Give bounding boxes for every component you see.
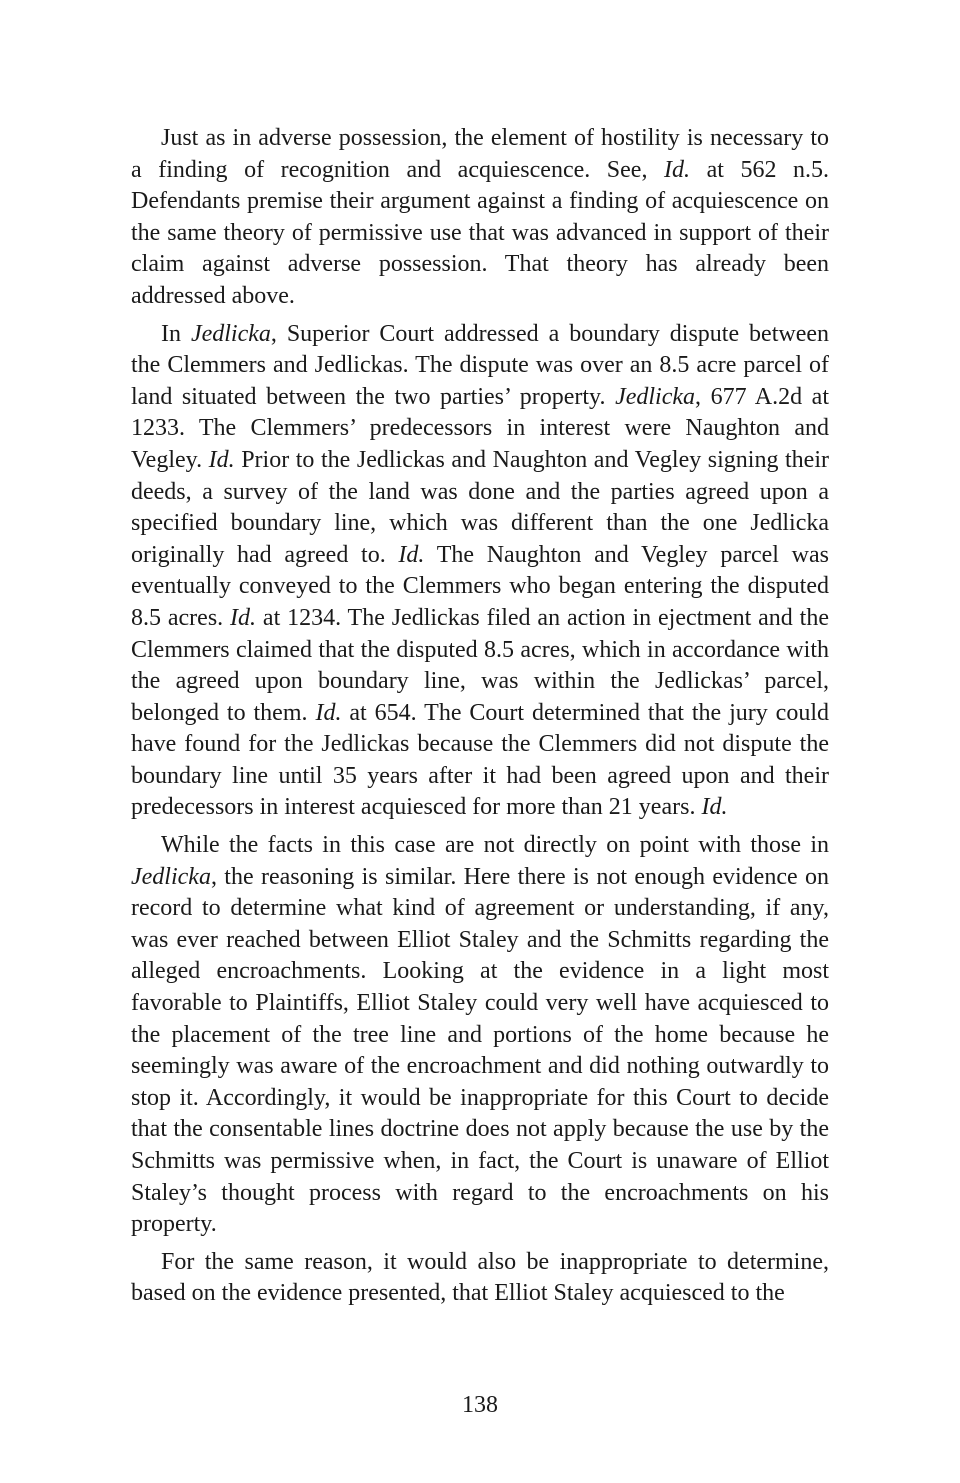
text-run: , 677 A.2d at 1233. The Clemmers’ predecessors in interest were Naughton and Vegley.	[131, 383, 830, 473]
text-run: Prior to the Jedlickas and Naughton and Vegley signing their deeds, a survey of the land was done and the parties agreed upon a specified boundary line, which was different than the one Jedlicka originally had agreed to.	[131, 446, 829, 568]
text-run: While the facts in this case are not directly on point with those in	[161, 832, 829, 859]
text-run: at 562 n.5. Defendants premise their argument against a finding of acquiescence on the same theory of permissive use that was advanced in support of their claim against adverse possession. That theory has already been addressed above.	[131, 156, 829, 309]
citation-italic: Jedlicka	[190, 320, 271, 347]
text-run: The Naughton and Vegley parcel was eventually conveyed to the Clemmers who began entering the disputed 8.5 acres.	[131, 541, 829, 631]
text-run: at 1234. The Jedlickas filed an action in ejectment and the Clemmers claimed that the disputed 8.5 acres, which in accordance with the agreed upon boundary line, was within the Jedlickas’ parcel, belonged to them.	[131, 604, 829, 726]
document-body	[131, 123, 829, 1310]
text-run: For the same reason, it would also be inappropriate to determine, based on the evidence presented, that Elliot Staley acquiesced to the	[131, 1248, 829, 1307]
citation-italic: Id.	[230, 604, 257, 631]
paragraph-jedlicka-case	[131, 319, 829, 825]
citation-italic: Jedlicka	[615, 383, 696, 410]
citation-italic: Id.	[701, 794, 728, 821]
text-run: at 654. The Court determined that the jury could have found for the Jedlickas because the Clemmers did not dispute the boundary line until 35 years after it had been agreed upon and their predecessors in interest acquiesced for more than 21 years.	[131, 699, 829, 821]
paragraph-reasoning	[131, 830, 829, 1241]
text-run: Just as in adverse possession, the element of hostility is necessary to a finding of recognition and acquiescence. See,	[131, 125, 829, 183]
page-number: 138	[462, 1392, 498, 1418]
paragraph-hostility	[131, 123, 829, 313]
text-run: , the reasoning is similar. Here there is not enough evidence on record to determine what kind of agreement or understanding, if any, was ever reached between Elliot Staley and the Schmitts regarding the alleged encroachments. Looking at the evidence in a light most favorable to Plaintiffs, Elliot Staley could very well have acquiesced to the placement of the tree line and portions of the home because he seemingly was aware of the encroachment and did nothing outwardly to stop it. Accordingly, it would be inappropriate for this Court to decide that the consentable lines doctrine does not apply because the use by the Schmitts was permissive when, in fact, the Court is unaware of Elliot Staley’s thought process with regard to the encroachments on his property.	[131, 863, 829, 1238]
citation-italic: Id.	[664, 156, 691, 183]
citation-italic: Id.	[398, 541, 425, 568]
citation-italic: Id.	[208, 446, 235, 473]
text-run: In	[161, 320, 191, 347]
citation-italic: Jedlicka	[131, 863, 211, 890]
text-run: , Superior Court addressed a boundary dispute between the Clemmers and Jedlickas. The dispute was over an 8.5 acre parcel of land situated between the two parties’ property.	[131, 320, 829, 410]
paragraph-same-reason	[131, 1247, 829, 1310]
citation-italic: Id.	[315, 699, 342, 726]
